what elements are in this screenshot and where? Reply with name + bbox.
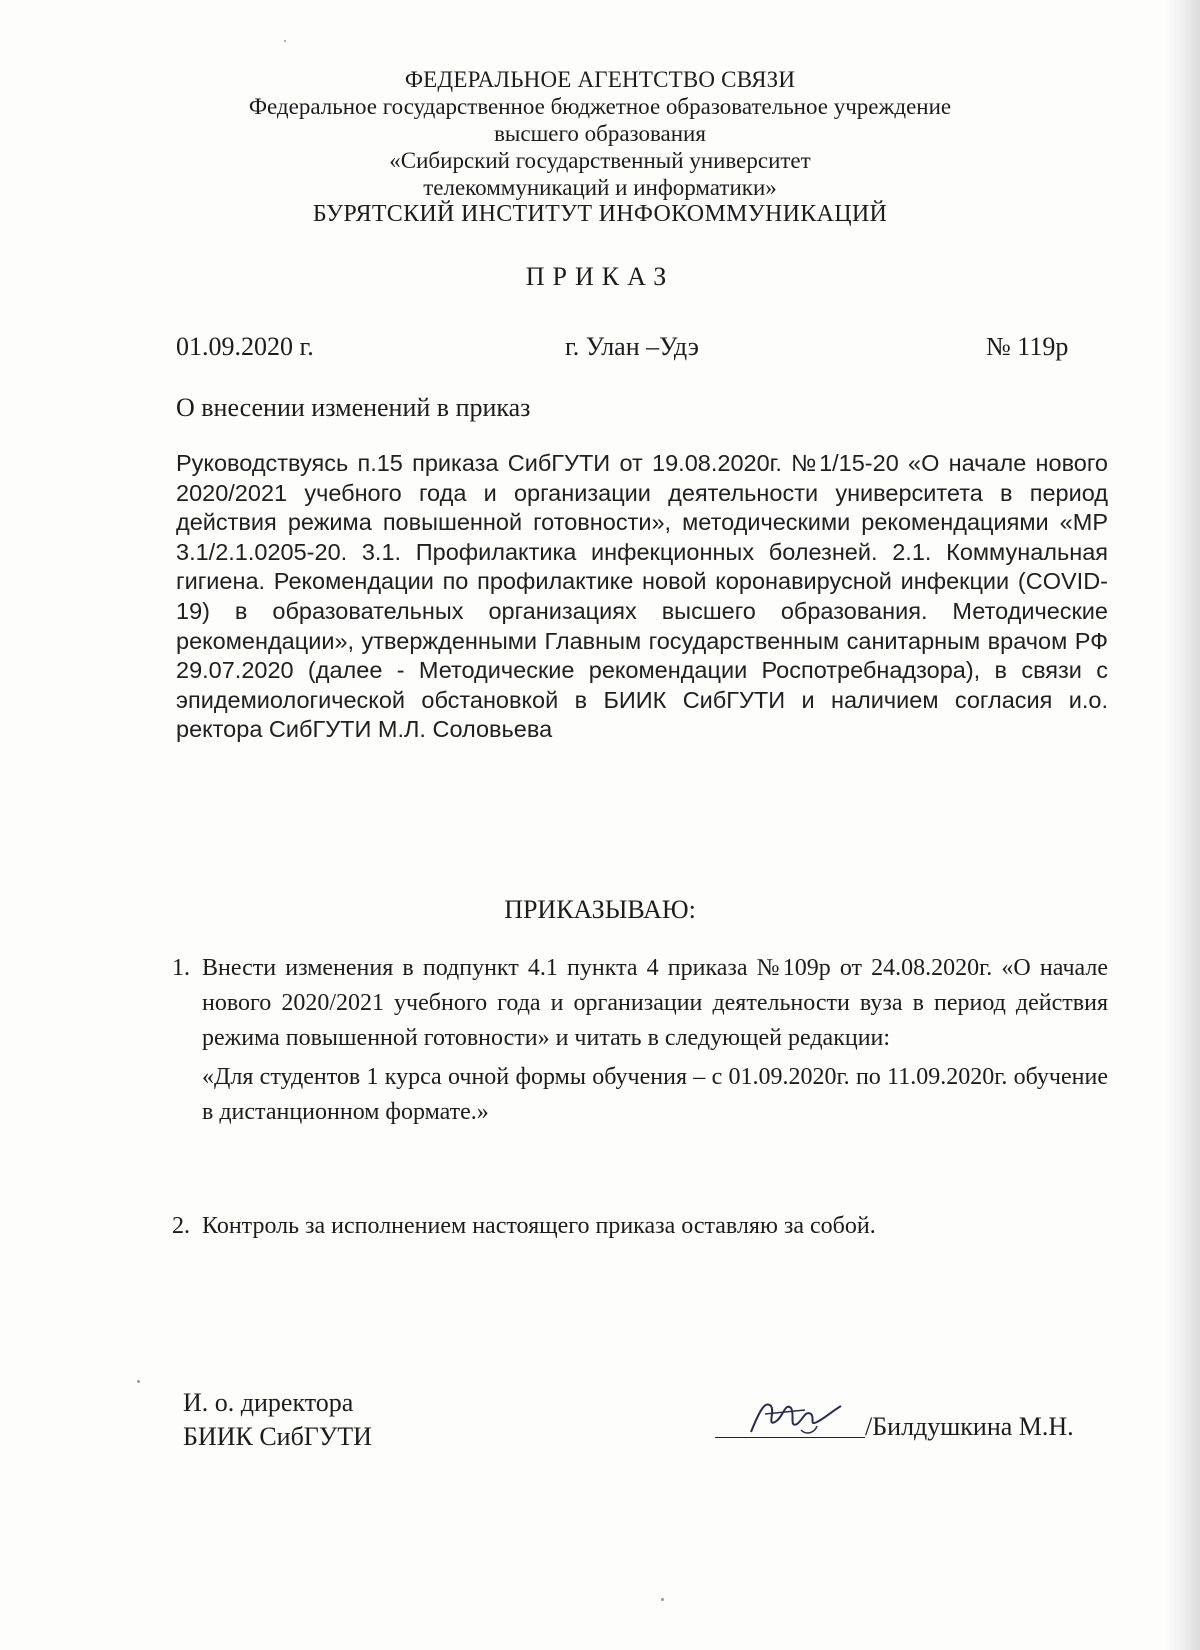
item-quote: «Для студентов 1 курса очной формы обучения – с 01.09.2020г. по 11.09.2020г. обучение в дистанционном формате.» <box>202 1064 1108 1125</box>
order-date: 01.09.2020 г. <box>176 332 314 361</box>
signatory-position <box>183 1386 372 1454</box>
signature-line <box>715 1437 865 1438</box>
order-subject: О внесении изменений в приказ <box>176 393 531 422</box>
order-item <box>172 951 1108 1130</box>
header-line-4: телекоммуникаций и информатики» <box>423 175 777 200</box>
item-number: 1. <box>172 955 190 981</box>
signatory-position-line-2: БИИК СибГУТИ <box>183 1422 372 1451</box>
scan-speck <box>284 40 286 42</box>
item-number: 2. <box>172 1213 190 1239</box>
order-word: ПРИКАЗЫВАЮ: <box>504 895 696 924</box>
signatory-position-line-1: И. о. директора <box>183 1388 354 1417</box>
order-number: № 119р <box>986 332 1069 361</box>
order-item <box>172 1209 1108 1244</box>
agency-name: ФЕДЕРАЛЬНОЕ АГЕНТСТВО СВЯЗИ <box>404 67 796 92</box>
order-city: г. Улан –Удэ <box>565 332 699 361</box>
scan-edge-shadow <box>1164 0 1200 1650</box>
header-line-3: «Сибирский государственный университет <box>389 148 811 173</box>
handwritten-signature-icon <box>745 1392 855 1442</box>
institute-name: БУРЯТСКИЙ ИНСТИТУТ ИНФОКОММУНИКАЦИЙ <box>312 201 888 227</box>
order-preamble: Руководствуясь п.15 приказа СибГУТИ от 19.08.2020г. №1/15-20 «О начале нового 2020/2021 учебного года и организации деятельности университета в период действия режима повышенной готовности», методическими рекомендациями «МР 3.1/2.1.0205-20. 3.1. Профилактика инфекционных болезней. 2.1. Коммунальная гигиена. Рекомендации по профилактике новой коронавирусной инфекции (COVID-19) в образовательных организациях высшего образования. Методические рекомендации», утвержденными Главным государственным санитарным врачом РФ 29.07.2020 (далее - Методические рекомендации Роспотребнадзора), в связи с эпидемиологической обстановкой в БИИК СибГУТИ и наличием согласия и.о. ректора СибГУТИ М.Л. Соловьева <box>176 450 1108 743</box>
item-text: Внести изменения в подпункт 4.1 пункта 4 приказа №109р от 24.08.2020г. «О начале нового 2020/2021 учебного года и организации деятельности вуза в период действия режима повышенной готовности» и читать в следующей редакции: <box>202 955 1108 1051</box>
scan-speck <box>661 1598 664 1601</box>
document-header <box>0 66 1200 228</box>
header-line-1: Федеральное государственное бюджетное образовательное учреждение <box>248 94 952 119</box>
document-title: ПРИКАЗ <box>525 262 675 291</box>
signatory-name: /Билдушкина М.Н. <box>865 1412 1074 1441</box>
header-line-2: высшего образования <box>494 121 706 146</box>
scan-speck <box>137 1380 140 1383</box>
signature-block <box>715 1392 1095 1452</box>
item-text: Контроль за исполнением настоящего приказа оставляю за собой. <box>202 1213 876 1239</box>
